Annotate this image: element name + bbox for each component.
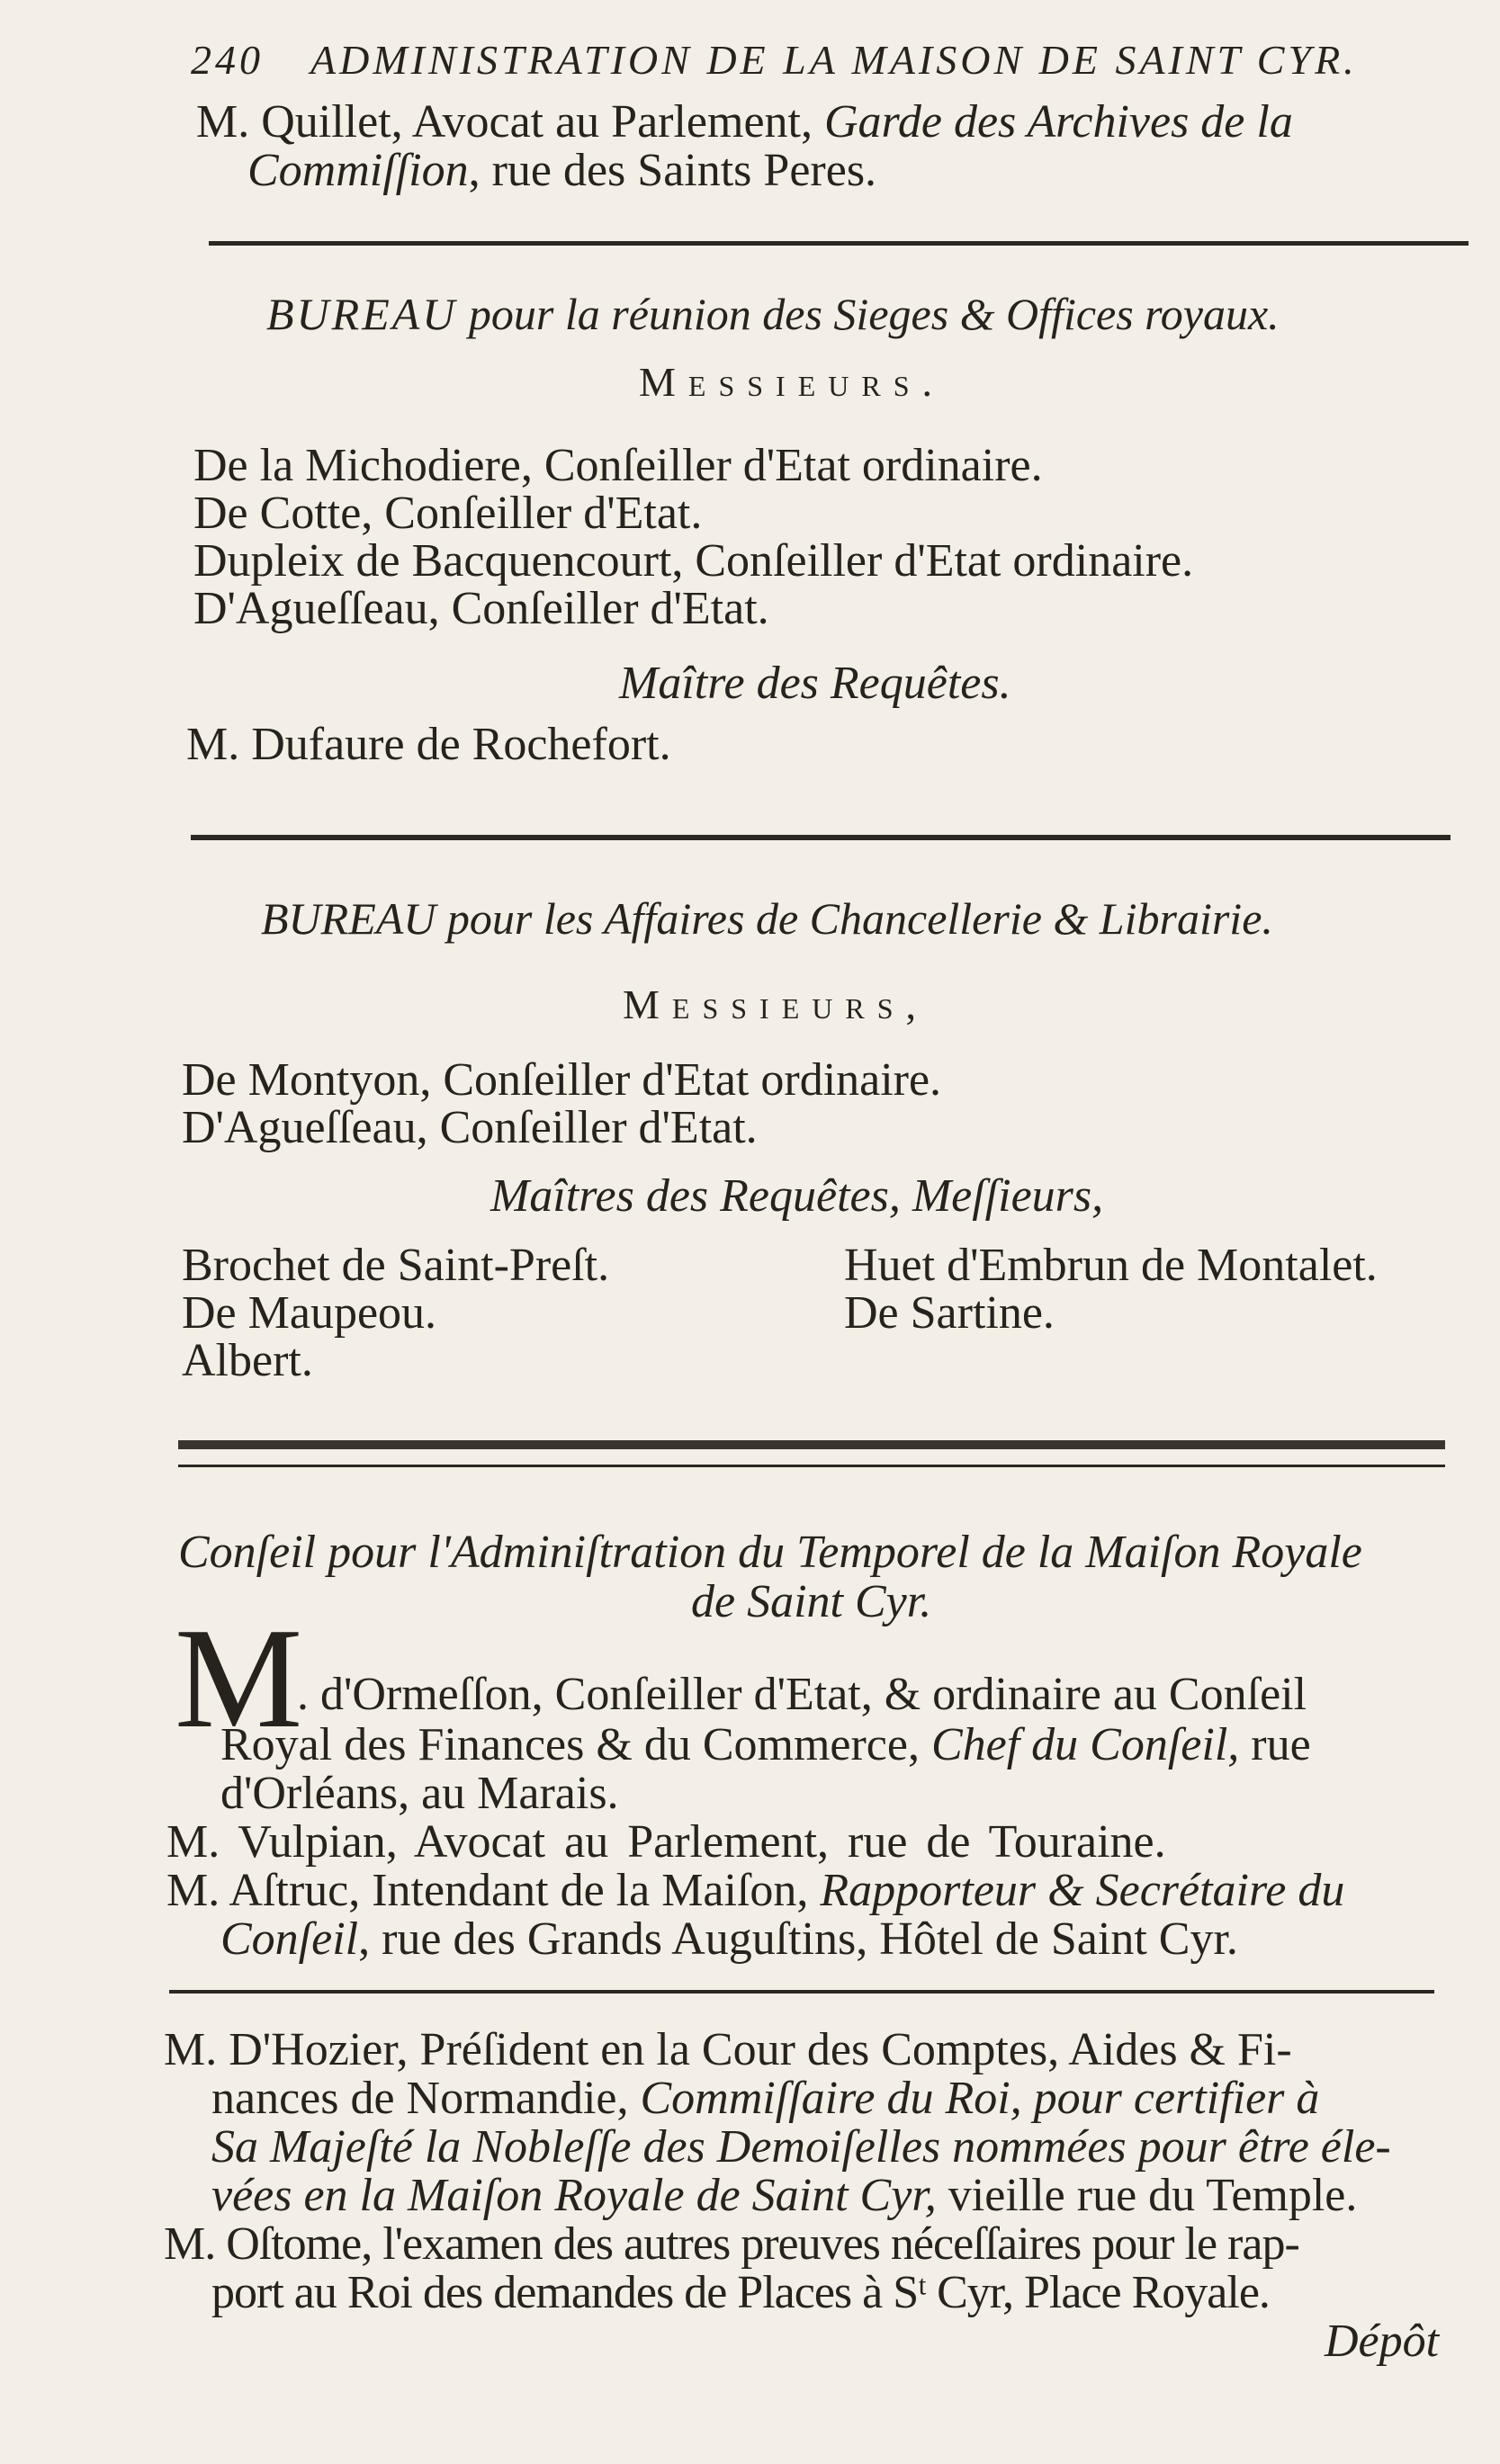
bureau1-member: D'Agueſſeau, Conſeiller d'Etat.	[193, 583, 769, 634]
running-head-title: ADMINISTRATION DE LA MAISON DE SAINT CYR.	[310, 37, 1358, 83]
conseil-p1-line-2-b: Chef du Conſeil,	[930, 1719, 1240, 1770]
drop-cap: M	[175, 1598, 303, 1758]
section-rule	[169, 1990, 1434, 1994]
bureau1-heading-caps: BUREAU	[266, 289, 458, 339]
bureau2-left-member: Albert.	[182, 1335, 313, 1386]
conseil-p1-line-2-a: Royal des Finances & du Commerce,	[220, 1719, 920, 1770]
conseil-p3-line-2-b: , rue des Grands Auguſtins, Hôtel de Saint Cyr.	[358, 1913, 1238, 1965]
intro-line-2	[247, 146, 876, 196]
catchword: Dépôt	[1325, 2316, 1440, 2367]
bureau2-member: D'Agueſſeau, Conſeiller d'Etat.	[182, 1102, 758, 1153]
section-rule	[209, 241, 1469, 246]
conseil-p3-line-2-a: Conſeil	[220, 1913, 359, 1965]
bureau1-member: Dupleix de Bacquencourt, Conſeiller d'Etat ordinaire.	[193, 535, 1194, 587]
conseil-p3-line-1-b: Rapporteur & Secrétaire du	[820, 1865, 1345, 1916]
bureau1-messieurs: Messieurs.	[639, 359, 945, 405]
conseil-heading-line-2: de Saint Cyr.	[691, 1576, 932, 1627]
bureau2-right-member: De Sartine.	[844, 1287, 1055, 1339]
bureau2-member: De Montyon, Conſeiller d'Etat ordinaire.	[182, 1054, 942, 1106]
final-line: M. Oſtome, l'examen des autres preuves néceſſaires pour le rap-	[164, 2218, 1299, 2270]
intro-role-cont: Commiſſion	[247, 145, 469, 196]
bureau2-heading	[261, 894, 1273, 943]
final-line-4-b: vieille rue du Temple.	[948, 2170, 1358, 2221]
conseil-p3-line-1	[166, 1866, 1344, 1916]
final-line	[211, 2171, 1357, 2221]
double-rule-thick	[178, 1440, 1445, 1449]
bureau2-left-member: De Maupeou.	[182, 1287, 437, 1339]
bureau1-sub-member: M. Dufaure de Rochefort.	[186, 719, 671, 770]
bureau2-right-member: Huet d'Embrun de Montalet.	[844, 1240, 1378, 1291]
final-line	[211, 2074, 1319, 2124]
bureau2-subheading: Maîtres des Requêtes, Meſſieurs,	[490, 1170, 1104, 1222]
final-line-2-a: nances de Normandie,	[211, 2073, 629, 2124]
bureau1-heading	[266, 290, 1280, 338]
conseil-p1-line-1: . d'Ormeſſon, Conſeiller d'Etat, & ordinaire au Conſeil	[297, 1669, 1307, 1720]
bureau1-subheading: Maître des Requêtes.	[619, 658, 1011, 709]
bureau2-left-member: Brochet de Saint-Preſt.	[182, 1240, 610, 1291]
double-rule-thin	[178, 1465, 1445, 1467]
bureau1-member: De la Michodiere, Conſeiller d'Etat ordinaire.	[193, 440, 1043, 491]
final-line-4-a: vées en la Maiſon Royale de Saint Cyr,	[211, 2170, 937, 2221]
final-line-2-b: Commiſſaire du Roi, pour certifier à	[640, 2073, 1320, 2124]
bureau2-heading-caps: BUREAU	[261, 893, 436, 944]
bureau1-member: De Cotte, Conſeiller d'Etat.	[193, 488, 703, 539]
section-rule	[191, 835, 1451, 840]
conseil-p3-line-2	[220, 1914, 1238, 1965]
page-number: 240	[191, 37, 264, 83]
intro-address: , rue des Saints Peres.	[468, 145, 877, 196]
final-line: M. D'Hozier, Préſident en la Cour des Comptes, Aides & Fi-	[164, 2024, 1292, 2075]
final-line: port au Roi des demandes de Places à Sᵗ Cyr, Place Royale.	[211, 2267, 1270, 2318]
conseil-p1-line-2-c: rue	[1251, 1719, 1311, 1770]
final-line: Sa Majeſté la Nobleſſe des Demoiſelles nommées pour être éle-	[211, 2121, 1391, 2173]
conseil-p1-line-3: d'Orléans, au Marais.	[220, 1768, 619, 1819]
bureau2-messieurs: Messieurs,	[623, 981, 929, 1027]
bureau2-heading-rest: pour les Affaires de Chancellerie & Librairie.	[446, 893, 1273, 944]
intro-line-1	[196, 97, 1293, 148]
intro-name: M. Quillet, Avocat au Parlement,	[196, 96, 813, 148]
conseil-heading-line-1: Conſeil pour l'Adminiſtration du Temporel de la Maiſon Royale	[178, 1527, 1362, 1578]
conseil-p3-line-1-a: M. Aſtruc, Intendant de la Maiſon,	[166, 1865, 809, 1916]
conseil-p2: M. Vulpian, Avocat au Parlement, rue de Touraine.	[166, 1816, 1166, 1868]
bureau1-heading-rest: pour la réunion des Sieges & Offices royaux.	[468, 289, 1280, 339]
conseil-p1-line-2	[220, 1720, 1311, 1770]
intro-role: Garde des Archives de la	[824, 96, 1293, 148]
